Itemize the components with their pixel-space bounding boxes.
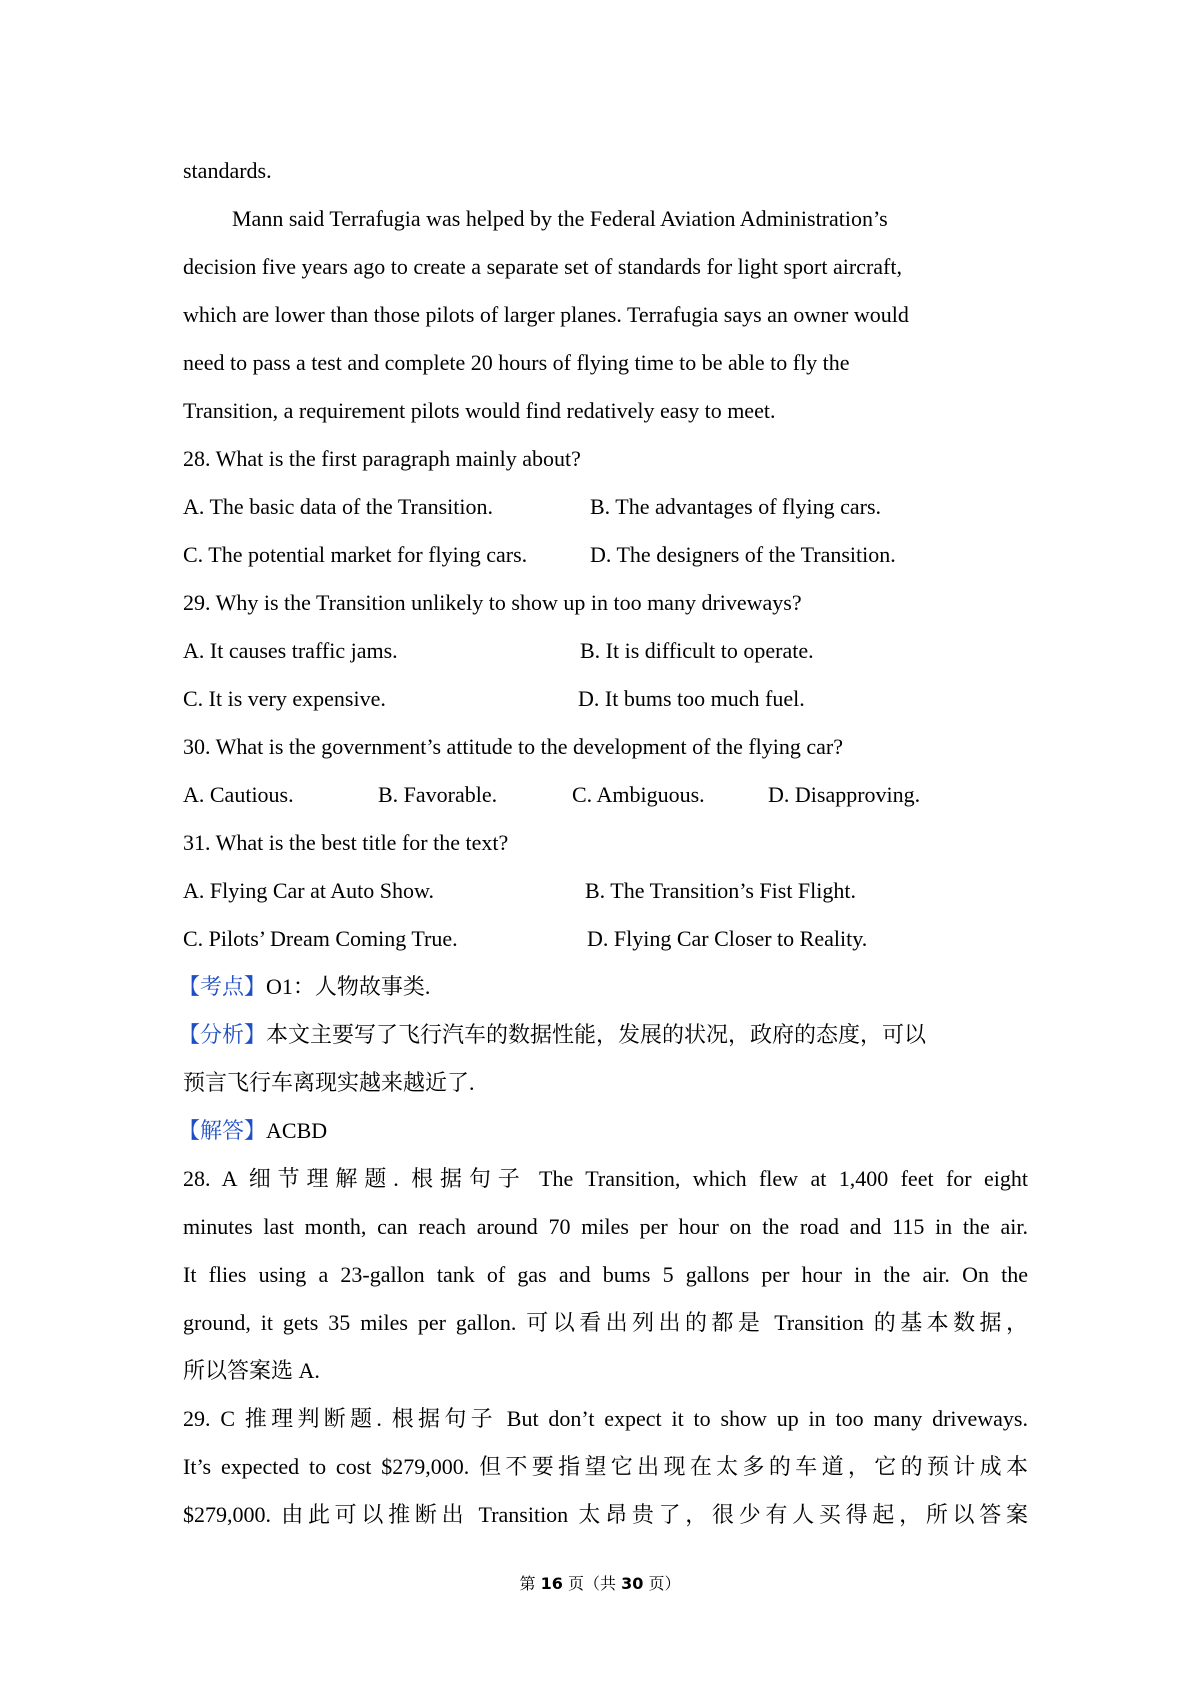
- question-stem: 30. What is the government’s attitude to the development of the flying car?: [183, 734, 844, 759]
- question-option: A. Cautious.: [183, 782, 294, 807]
- jieda-row: [178, 1120, 327, 1142]
- passage-line: Mann said Terrafugia was helped by the Federal Aviation Administration’s: [232, 206, 888, 231]
- question-option: A. Flying Car at Auto Show.: [183, 878, 434, 903]
- question-option: D. Disapproving.: [768, 782, 921, 807]
- explanation-line: 28. A 细节理解题. 根据句子 The Transition, which flew at 1,400 feet for eight: [183, 1166, 1028, 1191]
- jieda-label: 【解答】: [178, 1118, 267, 1143]
- page-number: 16: [540, 1574, 563, 1593]
- kaodian-label: 【考点】: [178, 974, 267, 999]
- explanation-line: $279,000. 由此可以推断出 Transition 太昂贵了，很少有人买得起，所以答案: [183, 1502, 1028, 1527]
- jieda-text: ACBD: [266, 1118, 328, 1143]
- footer-suffix: 页）: [648, 1574, 681, 1593]
- fenxi-text: 本文主要写了飞行汽车的数据性能，发展的状况，政府的态度，可以: [266, 1022, 927, 1047]
- footer-prefix: 第: [519, 1574, 536, 1593]
- question-option: C. It is very expensive.: [183, 686, 386, 711]
- explanation-line: It’s expected to cost $279,000. 但不要指望它出现在太多的车道，它的预计成本: [183, 1454, 1028, 1479]
- kaodian-row: [178, 976, 430, 998]
- fenxi-row: [178, 1024, 926, 1046]
- fenxi-label: 【分析】: [178, 1022, 267, 1047]
- question-option: B. The advantages of flying cars.: [590, 494, 882, 519]
- passage-line: Transition, a requirement pilots would find redatively easy to meet.: [183, 398, 776, 423]
- question-option: D. The designers of the Transition.: [590, 542, 896, 567]
- kaodian-text: O1：人物故事类.: [266, 974, 431, 999]
- question-option: C. The potential market for flying cars.: [183, 542, 528, 567]
- passage-line: standards.: [183, 158, 272, 183]
- question-option: D. Flying Car Closer to Reality.: [587, 926, 868, 951]
- question-option: C. Ambiguous.: [572, 782, 705, 807]
- question-stem: 31. What is the best title for the text?: [183, 830, 509, 855]
- explanation-line: minutes last month, can reach around 70 miles per hour on the road and 115 in the air.: [183, 1214, 1028, 1239]
- explanation-line: ground, it gets 35 miles per gallon. 可以看出列出的都是 Transition 的基本数据，: [183, 1310, 1028, 1335]
- footer-middle: 页（共: [567, 1574, 616, 1593]
- question-stem: 29. Why is the Transition unlikely to show up in too many driveways?: [183, 590, 802, 615]
- passage-line: decision five years ago to create a separate set of standards for light sport aircraft,: [183, 254, 902, 279]
- page-footer: [0, 1571, 1200, 1594]
- question-option: B. Favorable.: [378, 782, 498, 807]
- question-option: D. It bums too much fuel.: [578, 686, 805, 711]
- explanation-line: 29. C 推理判断题. 根据句子 But don’t expect it to show up in too many driveways.: [183, 1406, 1028, 1431]
- fenxi-text-cont: 预言飞行车离现实越来越近了.: [183, 1070, 475, 1095]
- question-option: B. The Transition’s Fist Flight.: [585, 878, 857, 903]
- question-option: C. Pilots’ Dream Coming True.: [183, 926, 458, 951]
- explanation-line: It flies using a 23-gallon tank of gas and bums 5 gallons per hour in the air. On the: [183, 1262, 1028, 1287]
- question-option: B. It is difficult to operate.: [580, 638, 814, 663]
- passage-line: which are lower than those pilots of larger planes. Terrafugia says an owner would: [183, 302, 909, 327]
- passage-line: need to pass a test and complete 20 hours of flying time to be able to fly the: [183, 350, 850, 375]
- page-total: 30: [621, 1574, 644, 1593]
- question-stem: 28. What is the first paragraph mainly about?: [183, 446, 581, 471]
- question-option: A. It causes traffic jams.: [183, 638, 398, 663]
- question-option: A. The basic data of the Transition.: [183, 494, 493, 519]
- explanation-line: 所以答案选 A.: [183, 1358, 320, 1383]
